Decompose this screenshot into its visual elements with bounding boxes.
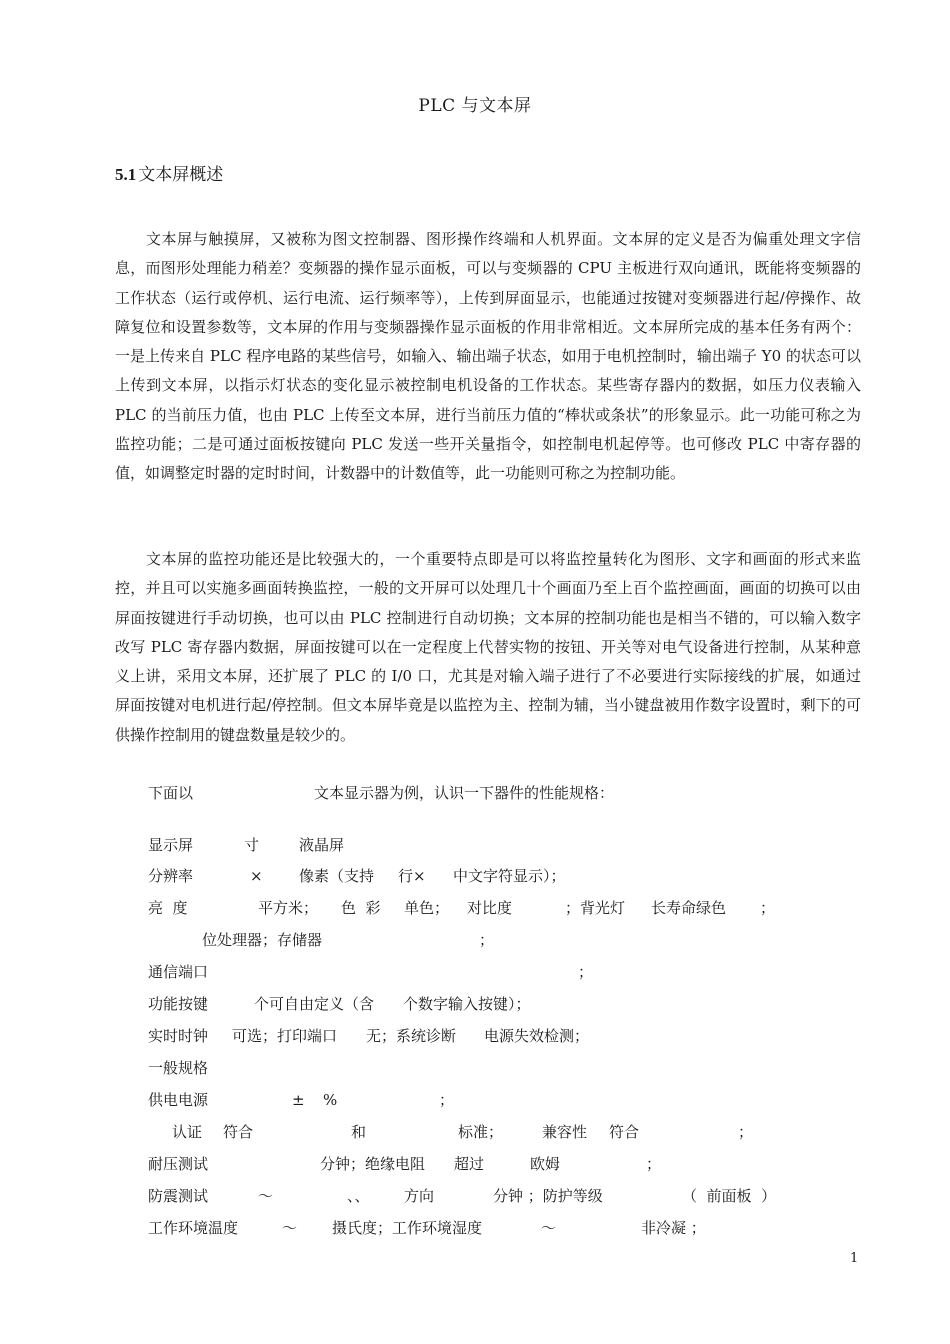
body-paragraph: 文本屏与触摸屏，又被称为图文控制器、图形操作终端和人机界面。文本屏的定义是否为偏重处理文字信息，而图形处理能力稍差？变频器的操作显示面板，可以与变频器的 CPU 主板进行双向通讯，既能将变频器的工作状态（运行或停机、运行电流、运行频率等），上传到屏面显示，也能通过按键对变频器进行起/停操作、故障复位和设置参数等，文本屏的作用与变频器操作显示面板的作用非常相近。文本屏所完成的基本任务有两个：一是上传来自 PLC 程序电路的某些信号，如输入、输出端子状态，如用于电机控制时，输出端子 Y0 的状态可以上传到文本屏，以指示灯状态的变化显示被控制电机设备的工作状态。某些寄存器内的数据，如压力仪表输入 PLC 的当前压力值，也由 PLC 上传至文本屏，进行当前压力值的“棒状或条状”的形象显示。此一功能可称之为监控功能；二是可通过面板按键向 PLC 发送一些开关量指令，如控制电机起停等。也可修改 PLC 中寄存器的值，如调整定时器的定时时间，计数器中的计数值等，此一功能则可称之为控制功能。 [115,230,861,483]
spec-fragment: 平方米； [258,899,319,917]
spec-fragment: 个数字输入按键）； [403,995,531,1013]
spec-fragment: 亮 度 [148,899,188,917]
spec-fragment: 兼容性 [542,1123,588,1141]
spec-fragment: 耐压测试 [148,1155,209,1173]
body-paragraph: 文本屏的监控功能还是比较强大的，一个重要特点即是可以将监控量转化为图形、文字和画面的形式来监控，并且可以实施多画面转换监控，一般的文开屏可以处理几十个画面乃至上百个监控画面，画面的切换可以由屏面按键进行手动切换，也可以由 PLC 控制进行自动切换；文本屏的控制功能也是相当不错的，可以输入数字改写 PLC 寄存器内数据，屏面按键可以在一定程度上代替实物的按钮、开关等对电气设备进行控制，从某种意义上讲，采用文本屏，还扩展了 PLC 的 I/0 口，尤其是对输入端子进行了不必要进行实际接线的扩展，如通过屏面按键对电机进行起/停控制。但文本屏毕竟是以监控为主、控制为辅，当小键盘被用作数字设置时，剩下的可供操作控制用的键盘数量是较少的。 [115,550,861,744]
spec-fragment: 中文字符显示）； [453,867,566,885]
spec-fragment: ； [479,931,495,949]
spec-fragment: 和 [351,1123,367,1141]
spec-fragment: 色 彩 [341,899,381,917]
spec-fragment: 欧姆 [530,1155,561,1173]
spec-fragment: 功能按键 [148,995,209,1013]
spec-fragment: （ 前面板 ） [682,1187,777,1205]
spec-fragment: ± [292,1091,305,1109]
section-title: 文本屏概述 [138,165,224,185]
spec-fragment: ； [439,1091,455,1109]
spec-fragment: 寸 [244,836,260,854]
spec-fragment: 分钟；绝缘电阻 [320,1155,426,1173]
spec-fragment: 液晶屏 [299,836,345,854]
spec-fragment: 显示屏 [148,836,194,854]
spec-fragment: 通信端口 [148,963,209,981]
spec-fragment: 行× [398,867,426,885]
spec-fragment: 一般规格 [148,1059,209,1077]
spec-fragment: 像素（支持 [299,867,375,885]
spec-fragment: ； [738,1123,754,1141]
spec-fragment: 可选；打印端口 [232,1027,338,1045]
spec-fragment: 符合 [223,1123,254,1141]
spec-fragment: 符合 [609,1123,640,1141]
spec-fragment: ～ [282,1219,298,1237]
spec-fragment: 无；系统诊断 [366,1027,457,1045]
spec-fragment: × [250,867,263,885]
spec-fragment: 方向 [404,1187,435,1205]
spec-fragment: 标准； [458,1123,504,1141]
spec-fragment: 非冷凝 ； [641,1219,706,1237]
page-number: 1 [850,1251,859,1266]
spec-fragment: 工作环境温度 [148,1219,239,1237]
spec-fragment: 位处理器；存储器 [202,931,323,949]
document-title: PLC 与文本屏 [418,96,532,116]
section-heading [115,160,223,185]
intro-text-start: 下面以 [148,784,194,802]
spec-fragment: ； [646,1155,662,1173]
spec-fragment: 电源失效检测； [484,1027,590,1045]
spec-fragment: 摄氏度；工作环境湿度 [332,1219,483,1237]
spec-fragment: 认证 [172,1123,203,1141]
spec-fragment: 超过 [454,1155,485,1173]
spec-fragment: 单色； [404,899,450,917]
spec-fragment: 分辨率 [148,867,194,885]
spec-fragment: ；背光灯 [565,899,626,917]
spec-fragment: 对比度 [467,899,513,917]
spec-fragment: 、、 [347,1187,370,1205]
intro-text-end: 文本显示器为例，认识一下器件的性能规格： [314,784,615,802]
spec-fragment: 实时时钟 [148,1027,209,1045]
section-number: 5.1 [115,165,137,184]
spec-fragment: ～ [541,1219,557,1237]
spec-fragment: ； [578,963,594,981]
spec-fragment: ～ [258,1187,274,1205]
spec-fragment: 供电电源 [148,1091,209,1109]
spec-fragment: 分钟 ；防护等级 [493,1187,603,1205]
spec-fragment: 个可自由定义（含 [254,995,375,1013]
spec-fragment: 长寿命绿色 [651,899,727,917]
spec-fragment: ； [760,899,776,917]
spec-fragment: 防震测试 [148,1187,209,1205]
spec-fragment: % [323,1091,338,1109]
